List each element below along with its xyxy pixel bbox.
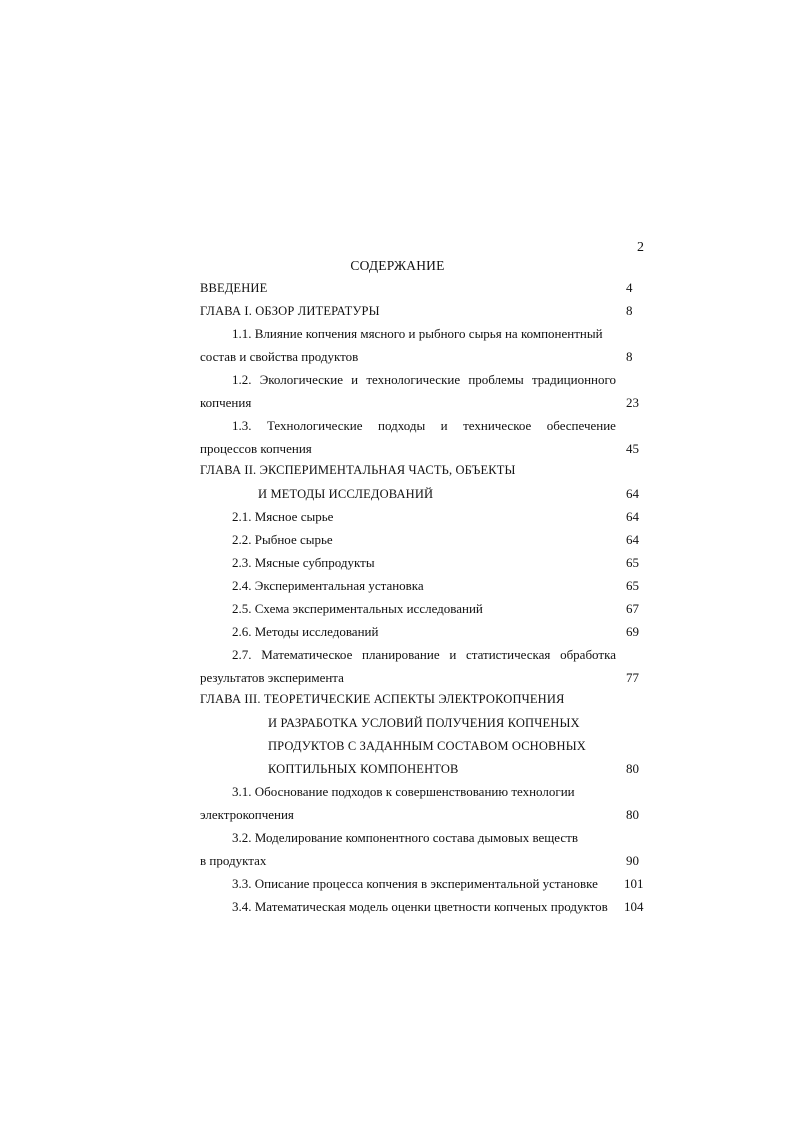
word: подходы: [378, 418, 426, 433]
toc-section-1-3-cont: процессов копчения: [200, 441, 312, 456]
word: Математическое: [261, 647, 353, 662]
toc-chapter-2-cont: И МЕТОДЫ ИССЛЕДОВАНИЙ: [258, 487, 434, 501]
toc-chapter-3: ГЛАВА III. ТЕОРЕТИЧЕСКИЕ АСПЕКТЫ ЭЛЕКТРОКОПЧЕНИЯ: [200, 692, 565, 706]
toc-section-2-1: 2.1. Мясное сырье: [232, 509, 334, 524]
toc-section-2-4: 2.4. Экспериментальная установка: [232, 578, 424, 593]
toc-section-3-3: 3.3. Описание процесса копчения в экспериментальной установке: [232, 876, 598, 891]
word: проблемы: [468, 372, 524, 387]
toc-section-2-2: 2.2. Рыбное сырье: [232, 532, 333, 547]
word: техническое: [463, 418, 532, 433]
toc-section-2-7-cont: результатов эксперимента: [200, 670, 344, 685]
toc-entry-intro: ВВЕДЕНИЕ: [200, 281, 268, 295]
toc-page-2-1: 64: [626, 509, 639, 524]
toc-chapter-3-cont-1: И РАЗРАБОТКА УСЛОВИЙ ПОЛУЧЕНИЯ КОПЧЕНЫХ: [268, 716, 580, 730]
toc-page-1-1: 8: [626, 349, 633, 364]
toc-section-3-2: 3.2. Моделирование компонентного состава дымовых веществ: [232, 830, 578, 845]
toc-section-3-2-cont: в продуктах: [200, 853, 267, 868]
word: планирование: [362, 647, 440, 662]
toc-page-2-4: 65: [626, 578, 639, 593]
word: статистическая: [465, 647, 551, 662]
toc-page-1-3: 45: [626, 441, 639, 456]
word: 1.3.: [232, 418, 252, 433]
toc-page-2-7: 77: [626, 670, 639, 685]
toc-title: СОДЕРЖАНИЕ: [350, 258, 445, 273]
word: 2.7.: [232, 647, 252, 662]
toc-section-1-2-cont: копчения: [200, 395, 252, 410]
word: Технологические: [266, 418, 363, 433]
toc-page-ch2: 64: [626, 486, 639, 501]
toc-section-3-1: 3.1. Обоснование подходов к совершенствованию технологии: [232, 784, 575, 799]
toc-section-2-5: 2.5. Схема экспериментальных исследований: [232, 601, 483, 616]
toc-page-2-5: 67: [626, 601, 639, 616]
toc-section-2-3: 2.3. Мясные субпродукты: [232, 555, 375, 570]
word: и: [351, 372, 359, 387]
word: 1.2.: [232, 372, 252, 387]
toc-page-2-2: 64: [626, 532, 639, 547]
word: технологические: [366, 372, 461, 387]
toc-section-3-4: 3.4. Математическая модель оценки цветности копченых продуктов: [232, 899, 608, 914]
toc-section-3-1-cont: электрокопчения: [200, 807, 294, 822]
toc-page-2-6: 69: [626, 624, 639, 639]
toc-section-1-1: 1.1. Влияние копчения мясного и рыбного сырья на компонентный: [232, 326, 603, 341]
toc-section-2-7: [232, 647, 616, 663]
word: обработка: [560, 647, 616, 662]
word: традиционного: [531, 372, 616, 387]
toc-page-3-4: 104: [624, 899, 644, 914]
toc-section-1-2: [232, 372, 616, 388]
word: Экологические: [259, 372, 343, 387]
toc-chapter-1: ГЛАВА I. ОБЗОР ЛИТЕРАТУРЫ: [200, 304, 380, 318]
toc-chapter-2: ГЛАВА II. ЭКСПЕРИМЕНТАЛЬНАЯ ЧАСТЬ, ОБЪЕКТЫ: [200, 463, 516, 477]
toc-page-intro: 4: [626, 280, 633, 295]
toc-page-ch3: 80: [626, 761, 639, 776]
word: и: [449, 647, 457, 662]
toc-page-ch1: 8: [626, 303, 633, 318]
page-number: 2: [637, 240, 644, 255]
toc-page-3-3: 101: [624, 876, 644, 891]
toc-section-2-6: 2.6. Методы исследований: [232, 624, 379, 639]
toc-page-3-1: 80: [626, 807, 639, 822]
toc-chapter-3-cont-2: ПРОДУКТОВ С ЗАДАННЫМ СОСТАВОМ ОСНОВНЫХ: [268, 739, 586, 753]
word: обеспечение: [546, 418, 616, 433]
toc-section-1-3: [232, 418, 616, 434]
toc-page-2-3: 65: [626, 555, 639, 570]
toc-page-3-2: 90: [626, 853, 639, 868]
toc-page-1-2: 23: [626, 395, 639, 410]
toc-section-1-1-cont: состав и свойства продуктов: [200, 349, 359, 364]
toc-chapter-3-cont-3: КОПТИЛЬНЫХ КОМПОНЕНТОВ: [268, 762, 459, 776]
word: и: [440, 418, 448, 433]
